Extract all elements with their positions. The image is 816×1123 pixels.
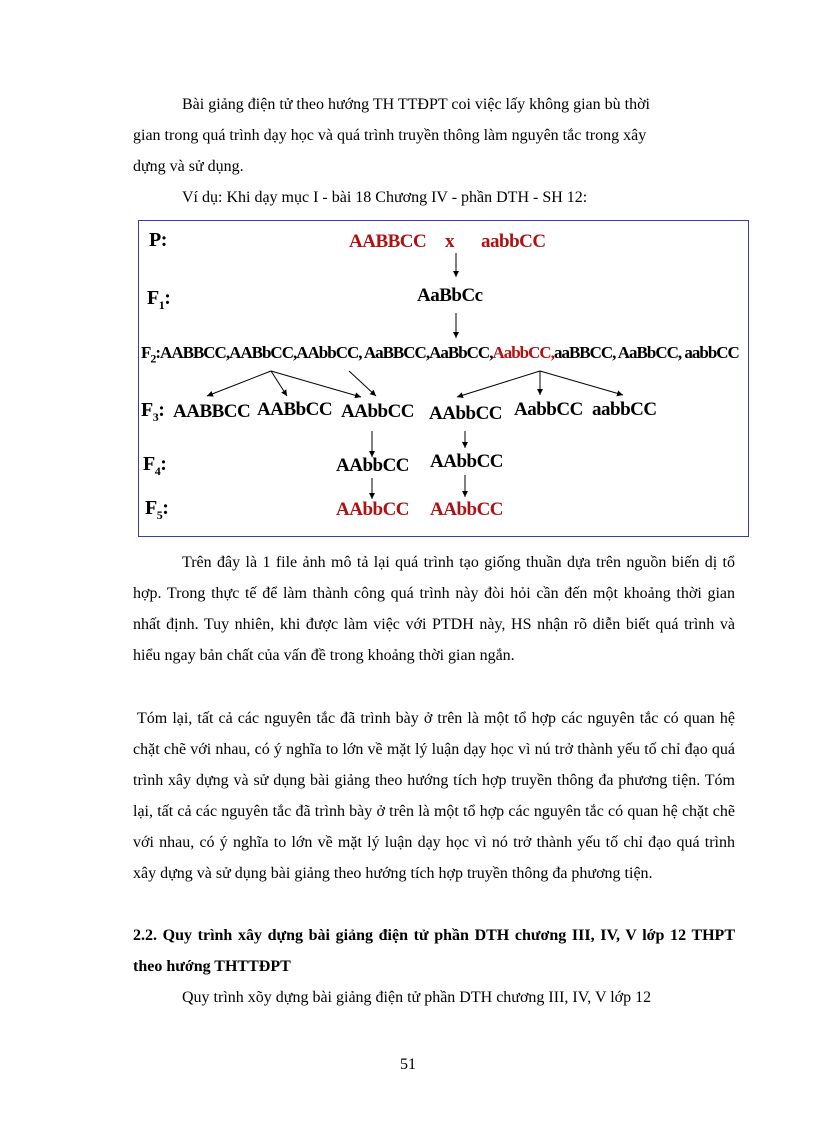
f2-genotypes-2: aaBBCC, AaBbCC, aabbCC bbox=[553, 343, 739, 362]
f3-genotype-5: AabbCC bbox=[514, 399, 583, 420]
p-cross: x bbox=[445, 231, 454, 252]
f4-genotype-1: AAbbCC bbox=[336, 455, 410, 476]
f3-label: $F_3$: bbox=[141, 399, 165, 424]
f2-row bbox=[141, 343, 739, 366]
example-caption: Ví dụ: Khi dạy mục I - bài 18 Chương IV - phần DTH - SH 12: bbox=[182, 189, 588, 206]
breeding-diagram bbox=[138, 220, 749, 537]
f3-genotype-2: AABbCC bbox=[257, 399, 333, 420]
f2-genotypes-1: :AABBCC,AABbCC,AAbbCC, AaBBCC,AaBbCC, bbox=[155, 343, 493, 362]
f3-genotype-3: AAbbCC bbox=[341, 401, 415, 422]
f5-label: $F_5$: bbox=[145, 497, 169, 522]
intro-line-3: dựng và sử dụng. bbox=[133, 158, 244, 175]
paragraph-1: Trên đây là 1 file ảnh mô tả lại quá trình tạo giống thuần dựa trên nguồn biến dị tổ hợp. Trong thực tế để làm thành công quá trình này đòi hỏi cần đến một khoảng thời gian nhất định. Tuy nhiên, khi được làm việc với PTDH này, HS nhận rõ diễn biết quá trình và hiểu ngay bản chất của vấn đề trong khoảng thời gian ngắn. bbox=[133, 554, 735, 664]
p-label: P: bbox=[149, 229, 167, 251]
page-number: 51 bbox=[400, 1056, 416, 1073]
diagram-arrows bbox=[139, 221, 750, 538]
intro-line-1: Bài giảng điện tử theo hướng TH TTĐPT coi việc lấy không gian bù thời bbox=[182, 96, 650, 113]
f4-genotype-2: AAbbCC bbox=[430, 451, 504, 472]
f5-genotype-1: AAbbCC bbox=[336, 499, 410, 520]
f3-genotype-1: AABBCC bbox=[173, 401, 251, 422]
f4-label: $F_4$: bbox=[143, 453, 167, 478]
f1-genotype: AaBbCc bbox=[417, 285, 483, 306]
p-parent-left: AABBCC bbox=[349, 231, 427, 252]
intro-line-2: gian trong quá trình dạy học và quá trình truyền thông làm nguyên tắc trong xây bbox=[133, 127, 647, 144]
f1-label: $F_1$: bbox=[147, 287, 171, 312]
f3-genotype-4: AAbbCC bbox=[429, 403, 503, 424]
f2-genotype-highlight: AabbCC, bbox=[492, 343, 554, 362]
last-line: Quy trình xõy dựng bài giảng điện tử phần DTH chương III, IV, V lớp 12 bbox=[182, 989, 652, 1006]
section-heading: 2.2. Quy trình xây dựng bài giảng điện tử phần DTH chương III, IV, V lớp 12 THPT theo hướng THTTĐPT bbox=[133, 927, 735, 975]
paragraph-2: Tóm lại, tất cả các nguyên tắc đã trình bày ở trên là một tổ hợp các nguyên tắc có quan hệ chặt chẽ với nhau, có ý nghĩa to lớn về mặt lý luận dạy học vì nú trở thành yếu tố chỉ đạo quá trình xây dựng và sử dụng bài giảng theo hướng tích hợp truyền thông đa phương tiện. Tóm lại, tất cả các nguyên tắc đã trình bày ở trên là một tổ hợp các nguyên tắc có quan hệ chặt chẽ với nhau, có ý nghĩa to lớn về mặt lý luận dạy học vì nó trở thành yếu tố chỉ đạo quá trình xây dựng và sử dụng bài giảng theo hướng tích hợp truyền thông đa phương tiện. bbox=[133, 710, 735, 882]
p-parent-right: aabbCC bbox=[481, 231, 546, 252]
f3-genotype-6: aabbCC bbox=[592, 399, 657, 420]
f2-label: $F_2$ bbox=[141, 343, 156, 366]
f5-genotype-2: AAbbCC bbox=[430, 499, 504, 520]
